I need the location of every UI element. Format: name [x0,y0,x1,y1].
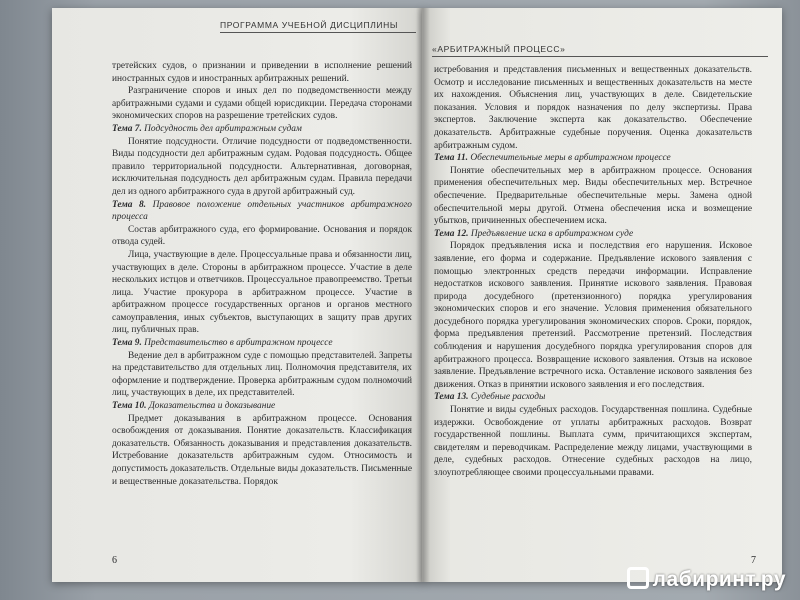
running-head-right: «АРБИТРАЖНЫЙ ПРОЦЕСС» [432,44,768,57]
topic-number: Тема 10. [112,401,147,412]
topic-title: Предъявление иска в арбитражном суде [470,228,634,239]
paragraph: Ведение дел в арбитражном суде с помощью представителей. Запреты на представительство для отдельных лиц. Полномочия представителя, их оформление и подтверждение. Проверка арбитражным судом полномочий лиц, участвующих в деле, их представителей. [112,350,412,399]
topic-title: Обеспечительные меры в арбитражном процессе [470,153,671,164]
left-page [52,8,424,582]
paragraph: истребования и представления письменных и вещественных доказательств. Осмотр и исследование письменных и вещественных доказательств на месте их нахождения. Объяснения лиц, участвующих в деле. Свидетельские показания. Условия и порядок назначения по делу экспертизы. Права экспертов. Заключение эксперта как доказательство. Обеспечение доказательств. Арбитражные судебные поручения. Оценка доказательств арбитражным судом. [434,65,752,151]
topic-number: Тема 11. [434,153,468,164]
open-book [52,8,782,582]
topic-heading-8 [112,199,412,224]
paragraph: Понятие и виды судебных расходов. Государственная пошлина. Судебные издержки. Освобождение от уплаты арбитражных расходов. Возврат государственной пошлины. Выплата сумм, причитающихся экспертам, свидетелям и переводчикам. Распределение между лицами, участвующими в деле, судебных расходов. Отнесение судебных расходов на лицо, злоупотребляющее своими процессуальными правами. [434,405,752,478]
left-page-content [112,60,412,488]
topic-heading-10 [112,400,412,413]
page-number-right: 7 [751,555,756,566]
topic-number: Тема 8. [112,199,147,210]
topic-title: Судебные расходы [470,392,546,403]
topic-heading-11 [434,152,752,165]
paragraph: Понятие обеспечительных мер в арбитражном процессе. Основания применения обеспечительных мер. Виды обеспечительных мер. Встречное обеспечение. Предварительные обеспечительные меры. Замена одной обеспечительной меры другой. Отмена обеспечения иска и возмещение убытков, причиненных обеспечением иска. [434,165,752,227]
paragraph: Порядок предъявления иска и последствия его нарушения. Исковое заявление, его форма и содержание. Предъявление искового заявления с помощью электронных средств передачи информации. Исправление недостатков искового заявления. Принятие искового заявления. Правовая природа досудебного (претензионного) порядка урегулирования экономических споров и его значение. Условия применения обязательного досудебного порядка урегулирования экономических споров. Сроки, порядок, форма предъявления претензий. Рассмотрение претензий. Последствия соблюдения и нарушения досудебного порядка урегулирования споров для арбитражного процесса. Возвращение искового заявления. Отзыв на исковое заявление. Предъявление встречного иска. Оставление искового заявления без движения. Отказ в принятии искового заявления и его последствия. [434,241,752,390]
right-page-content [434,64,752,480]
topic-heading-9 [112,337,412,350]
page-number-left: 6 [112,555,117,566]
topic-heading-7 [112,123,412,136]
topic-number: Тема 12. [434,228,469,239]
paragraph: Состав арбитражного суда, его формирование. Основания и порядок отвода судей. [112,224,412,248]
topic-title: Подсудность дел арбитражным судам [144,123,302,134]
paragraph: Предмет доказывания в арбитражном процессе. Основания освобождения от доказывания. Понятие доказательств. Классификация доказательств. Обязанность доказывания и представления доказательств. Истребование доказательств арбитражным судом. Относимость и допустимость доказательств. Отдельные виды доказательств. Письменные и вещественные доказательства. Порядок [112,413,412,487]
topic-number: Тема 13. [434,392,469,403]
paragraph: Разграничение споров и иных дел по подведомственности между арбитражными судами и судами общей юрисдикции. Передача сторонами экономических споров на разрешение третейских судов. [112,86,412,122]
topic-title: Представительство в арбитражном процессе [144,338,333,349]
topic-heading-13 [434,391,752,404]
topic-heading-12 [434,228,752,241]
topic-title: Доказательства и доказывание [148,401,276,412]
right-page [422,8,782,582]
labirint-logo-icon [627,567,649,589]
paragraph: Лица, участвующие в деле. Процессуальные права и обязанности лиц, участвующих в деле. Стороны в арбитражном процессе. Участие в деле нескольких истцов и ответчиков. Процессуальное правопреемство. Третьи лица. Участие прокурора в арбитражном процессе. Участие в арбитражном процессе государственных органов и органов местного самоуправления, иных субъектов, выступающих в защиту прав других лиц, публичных прав. [112,249,412,336]
paragraph: Понятие подсудности. Отличие подсудности от подведомственности. Виды подсудности дел арбитражным судам. Родовая подсудность. Общее правило территориальной подсудности. Альтернативная, договорная, исключительная подсудность дел арбитражным судам. Правила передачи дел из одного арбитражного суда в другой арбитражный суд. [112,136,412,197]
paragraph: третейских судов, о признании и приведении в исполнение решений иностранных судов и иностранных арбитражных решений. [112,61,412,84]
topic-number: Тема 9. [112,338,142,349]
watermark [627,567,786,592]
topic-number: Тема 7. [112,123,142,134]
running-head-left: ПРОГРАММА УЧЕБНОЙ ДИСЦИПЛИНЫ [220,20,416,33]
topic-title: Правовое положение отдельных участников арбитражного процесса [112,199,412,223]
watermark-text: лабиринт.ру [652,568,786,591]
